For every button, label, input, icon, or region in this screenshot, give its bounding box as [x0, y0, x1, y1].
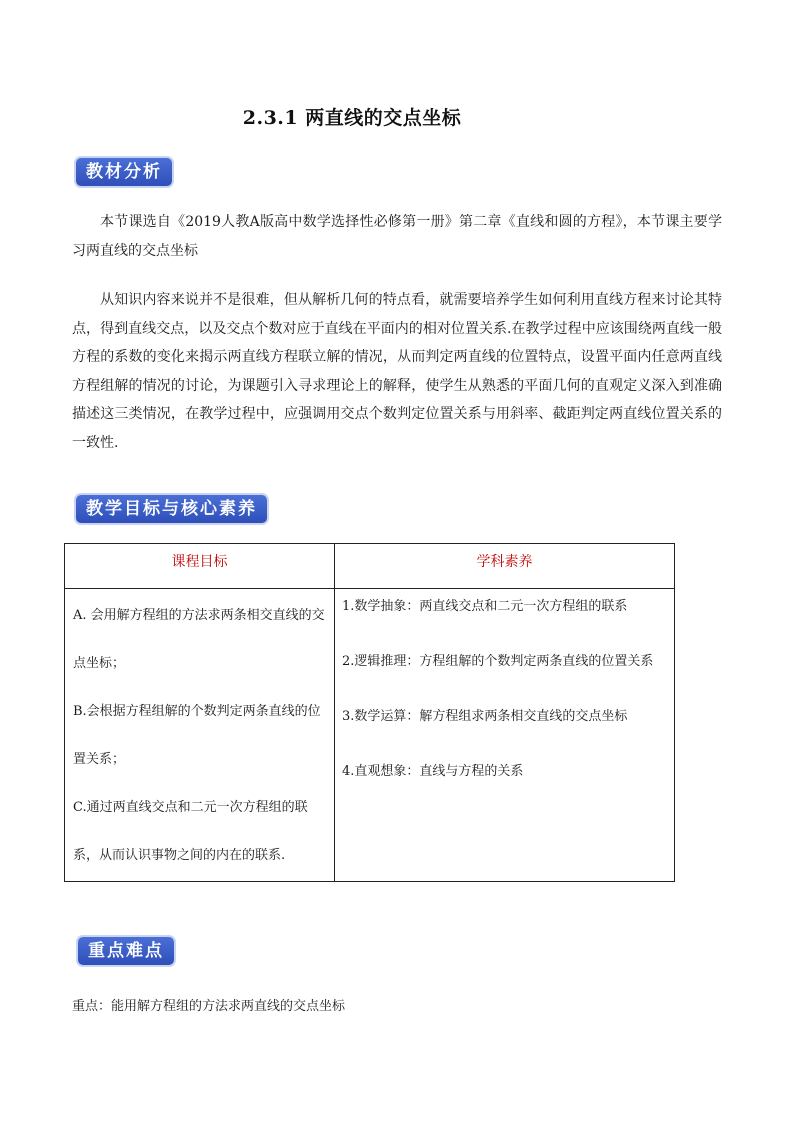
literacy-cell	[342, 595, 672, 815]
literacy-item: 3.数学运算：解方程组求两条相交直线的交点坐标	[342, 709, 628, 724]
course-goal-item: C.通过两直线交点和二元一次方程组的联系，从而认识事物之间的内在的联系.	[73, 800, 308, 863]
section-badge-analysis: 教材分析	[76, 158, 172, 186]
page-title: 2.3.1 两直线的交点坐标	[242, 107, 462, 129]
section-badge-goals: 教学目标与核心素养	[76, 495, 267, 523]
course-goals-cell	[73, 592, 326, 880]
section-badge-keypoints: 重点难点	[78, 937, 174, 965]
table-header-literacy: 学科素养	[476, 554, 533, 570]
table-header-course-goals: 课程目标	[171, 554, 228, 570]
table-column-divider	[334, 544, 335, 881]
course-goal-item: A. 会用解方程组的方法求两条相交直线的交点坐标；	[73, 608, 325, 671]
literacy-item: 2.逻辑推理：方程组解的个数判定两条直线的位置关系	[342, 654, 654, 669]
analysis-paragraph-1: 本节课选自《2019人教A版高中数学选择性必修第一册》第二章《直线和圆的方程》，本节课主要学习两直线的交点坐标	[72, 214, 722, 259]
table-header-divider	[65, 588, 674, 589]
analysis-paragraph-2: 从知识内容来说并不是很难，但从解析几何的特点看，就需要培养学生如何利用直线方程来讨论其特点，得到直线交点，以及交点个数对应于直线在平面内的相对位置关系.在教学过程中应该围绕两直线一般方程的系数的变化来揭示两直线方程联立解的情况，从而判定两直线的位置特点，设置平面内任意两直线方程组解的情况的讨论，为课题引入寻求理论上的解释，使学生从熟悉的平面几何的直观定义深入到准确描述这三类情况，在教学过程中，应强调用交点个数判定位置关系与用斜率、截距判定两直线位置关系的一致性.	[72, 292, 722, 451]
course-goal-item: B.会根据方程组解的个数判定两条直线的位置关系；	[73, 704, 321, 767]
literacy-item: 4.直观想象：直线与方程的关系	[342, 764, 524, 779]
goals-table	[64, 543, 675, 882]
literacy-item: 1.数学抽象：两直线交点和二元一次方程组的联系	[342, 599, 628, 614]
key-point-text: 重点：能用解方程组的方法求两直线的交点坐标	[72, 999, 346, 1014]
